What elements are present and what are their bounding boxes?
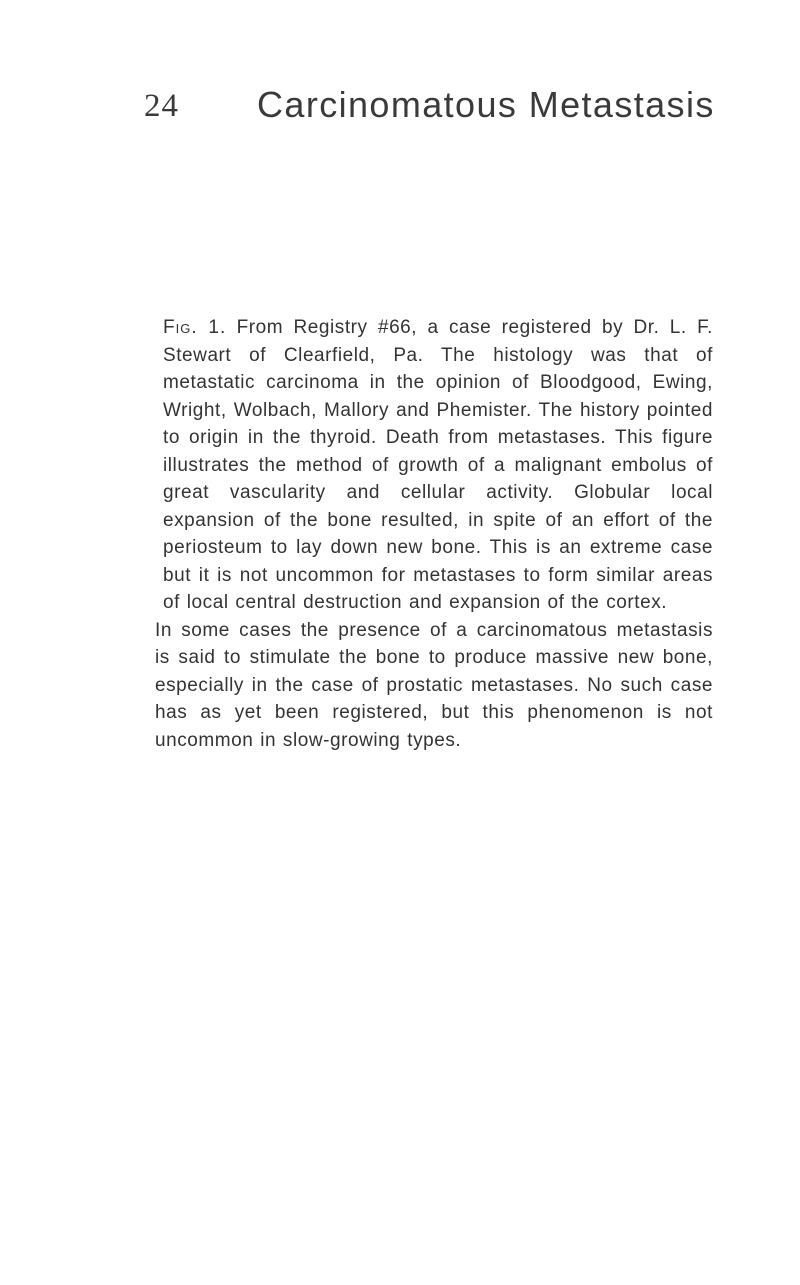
page-body bbox=[155, 314, 713, 754]
page-header bbox=[0, 78, 800, 138]
figure-label: Fig. 1. bbox=[163, 317, 227, 338]
body-paragraph: In some cases the presence of a carcinomatous metastasis is said to stimulate the bone to produce massive new bone, especially in the case of prostatic metastases. No such case has as yet been registered, but this phenomenon is not uncommon in slow-growing types. bbox=[155, 619, 713, 751]
figure-caption bbox=[163, 314, 713, 617]
running-title: Carcinomatous Metastasis bbox=[257, 84, 715, 125]
page-number: 24 bbox=[144, 88, 179, 124]
figure-caption-text: From Registry #66, a case registered by Dr. L. F. Stewart of Clearfield, Pa. The histology was that of metastatic carcinoma in the opinion of Bloodgood, Ewing, Wright, Wolbach, Mallory and Phemister. The history pointed to origin in the thyroid. Death from metastases. This figure illustrates the method of growth of a malignant embolus of great vascularity and cellular activity. Globular local expansion of the bone resulted, in spite of an effort of the periosteum to lay down new bone. This is an extreme case but it is not uncommon for metastases to form similar areas of local central destruction and expansion of the cortex. bbox=[163, 317, 713, 613]
